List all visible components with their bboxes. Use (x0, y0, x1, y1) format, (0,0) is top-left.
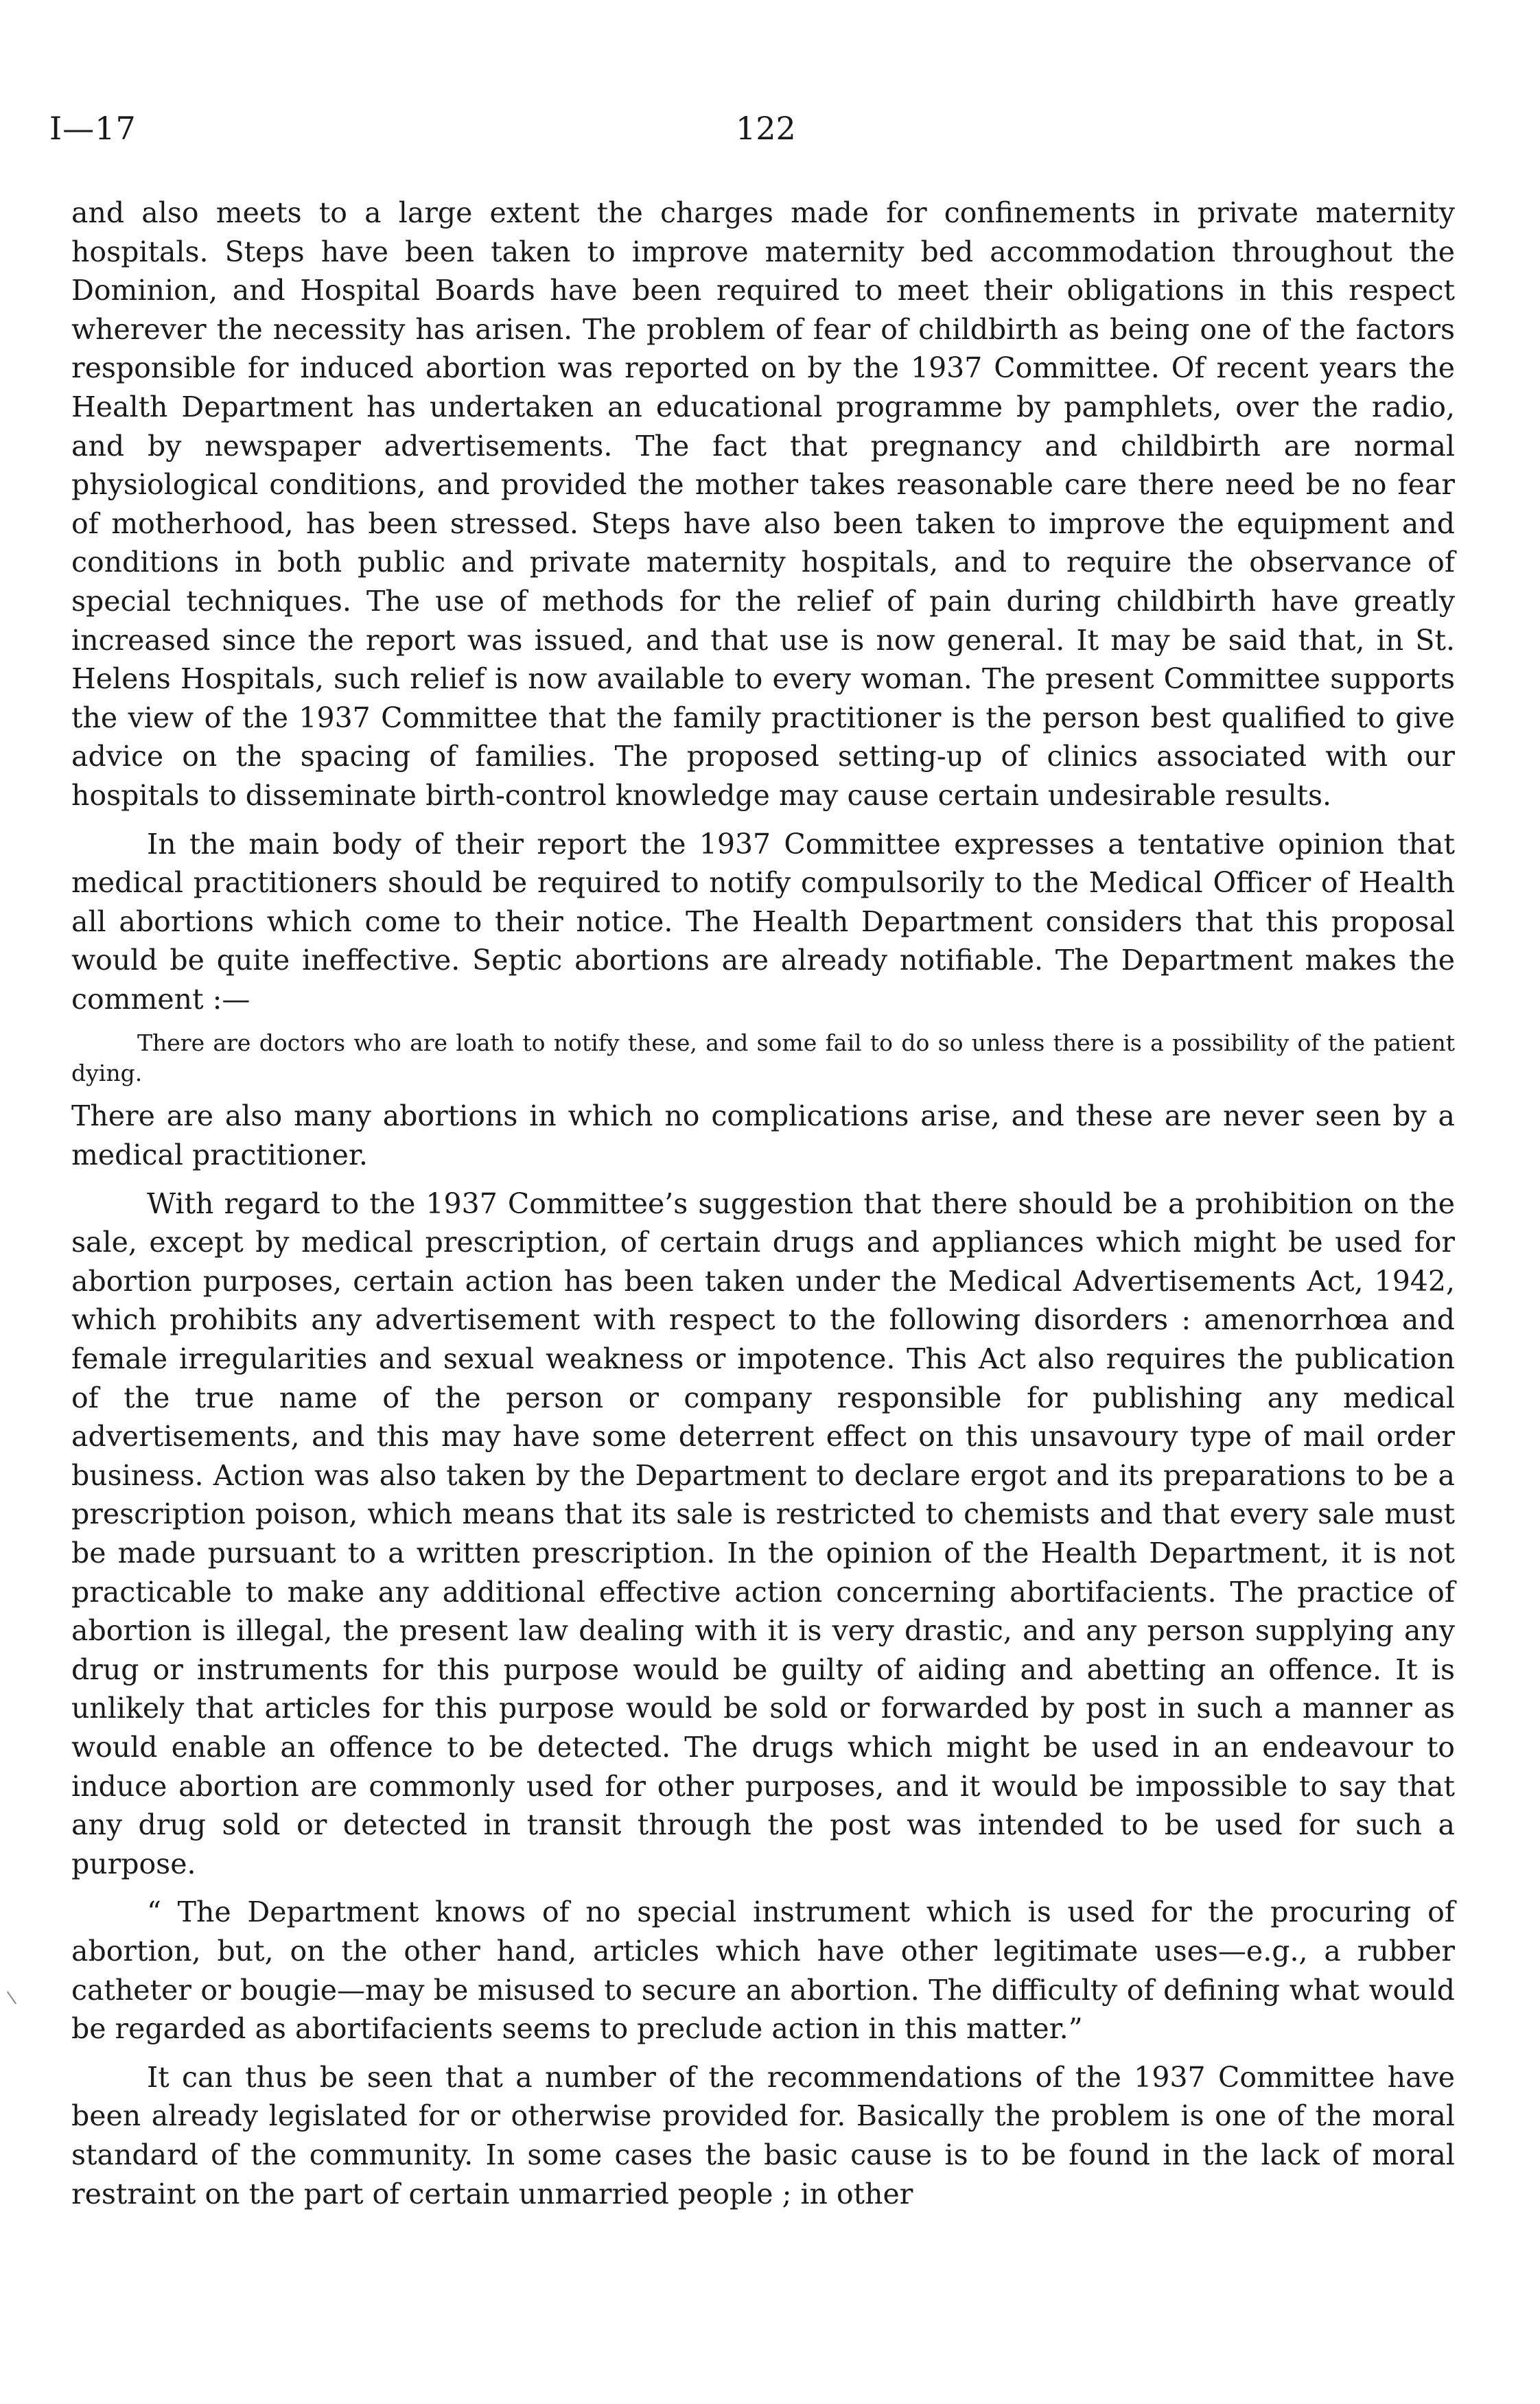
paragraph-conclusion: It can thus be seen that a number of the recommendations of the 1937 Committee have been already legislated for or otherwise provided for. Basically the problem is one of the moral standard of the community. In some cases the basic cause is to be found in the lack of moral restraint on the part of certain unmarried people ; in other (71, 2060, 1455, 2210)
page-number: 122 (736, 110, 796, 147)
block-quote (71, 1028, 1455, 1088)
block-quote-text: There are doctors who are loath to notify these, and some fail to do so unless there is a possibility of the patient dying. (71, 1029, 1455, 1087)
paragraph-after-quote: There are also many abortions in which no complications arise, and these are never seen by a medical practitioner. (71, 1099, 1455, 1172)
document-reference: I—17 (49, 110, 137, 147)
margin-mark (7, 1991, 16, 2004)
paragraph-notification-proposal: In the main body of their report the 1937 Committee expresses a tentative opinion that medical practitioners should be required to notify compulsorily to the Medical Officer of Health all abortions which come to their notice. The Health Department considers that this proposal would be quite ineffective. Septic abortions are already notifiable. The Department makes the comment :— (71, 827, 1455, 1016)
body-text (71, 194, 1455, 2223)
paragraph-prohibition: With regard to the 1937 Committee’s suggestion that there should be a prohibition on the sale, except by medical prescription, of certain drugs and appliances which might be used for abortion purposes, certain action has been taken under the Medical Advertisements Act, 1942, which prohibits any advertisement with respect to the following disorders : amenorrhœa and female irregularities and sexual weakness or impotence. This Act also requires the publication of the true name of the person or company responsible for publishing any medical advertisements, and this may have some deterrent effect on this unsavoury type of mail order business. Action was also taken by the Department to declare ergot and its preparations to be a prescription poison, which means that its sale is restricted to chemists and that every sale must be made pursuant to a written prescription. In the opinion of the Health Department, it is not practicable to make any additional effective action concerning abortifacients. The practice of abortion is illegal, the present law dealing with it is very drastic, and any person supplying any drug or instruments for this purpose would be guilty of aiding and abetting an offence. It is unlikely that articles for this purpose would be sold or forwarded by post in such a manner as would enable an offence to be detected. The drugs which might be used in an endeavour to induce abortion are commonly used for other purposes, and it would be impossible to say that any drug sold or detected in transit through the post was intended to be used for such a purpose. (71, 1187, 1455, 1880)
paragraph-continuation: and also meets to a large extent the charges made for confinements in private maternity hospitals. Steps have been taken to improve maternity bed accommodation throughout the Dominion, and Hospital Boards have been required to meet their obligations in this respect wherever the necessity has arisen. The problem of fear of childbirth as being one of the factors responsible for induced abortion was reported on by the 1937 Committee. Of recent years the Health Department has undertaken an educational programme by pamphlets, over the radio, and by newspaper advertisements. The fact that pregnancy and childbirth are normal physiological conditions, and provided the mother takes reasonable care there need be no fear of motherhood, has been stressed. Steps have also been taken to improve the equipment and conditions in both public and private maternity hospitals, and to require the observance of special techniques. The use of methods for the relief of pain during childbirth have greatly increased since the report was issued, and that use is now general. It may be said that, in St. Helens Hospitals, such relief is now available to every woman. The present Committee supports the view of the 1937 Committee that the family practitioner is the person best qualified to give advice on the spacing of families. The proposed setting-up of clinics associated with our hospitals to disseminate birth-control knowledge may cause certain undesirable results. (71, 196, 1455, 812)
page-header (49, 110, 1463, 165)
paragraph-department-quote: “ The Department knows of no special instrument which is used for the procuring of abortion, but, on the other hand, articles which have other legitimate uses—e.g., a rubber catheter or bougie—may be misused to secure an abortion. The difficulty of defining what would be regarded as abortifacients seems to preclude action in this matter.” (71, 1895, 1455, 2046)
